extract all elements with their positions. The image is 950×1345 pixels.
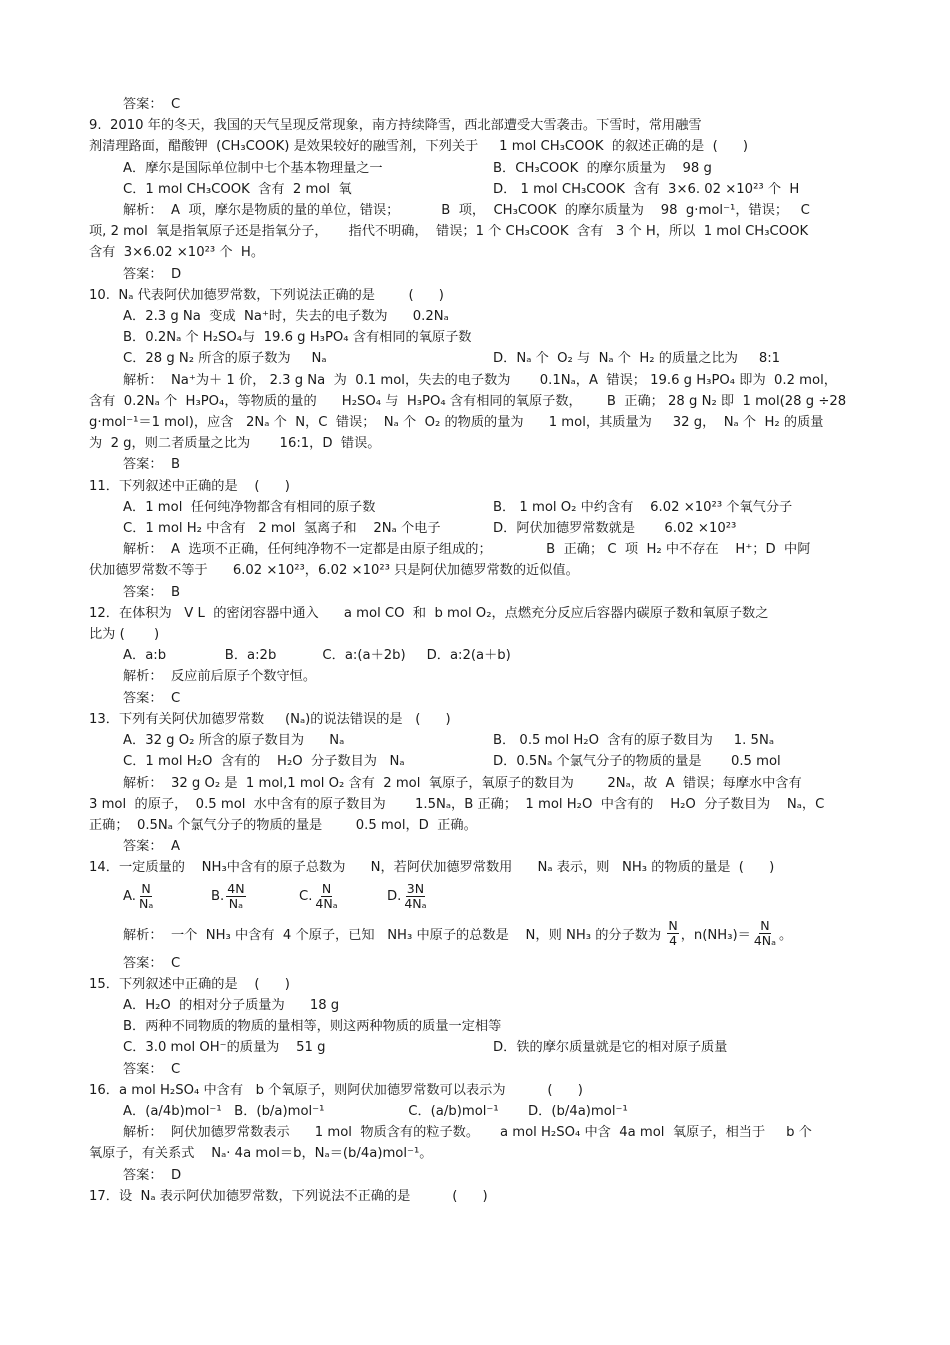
q14-option-b: B. $\frac{4N}{\text{Nₐ}}$ bbox=[211, 881, 245, 912]
text-line: A．(a/4b)mol⁻¹ B．(b/a)mol⁻¹ C．(a/b)mol⁻¹ D．(b/4a)mol⁻¹ bbox=[123, 1103, 628, 1119]
text-line: 解析： A 选项不正确，任何纯净物不一定都是由原子组成的； B 正确； C 项 H₂ 中不存在 H⁺；D 中阿 bbox=[123, 542, 811, 558]
text-line: 答案： C bbox=[123, 1061, 181, 1077]
text-line: A．H₂O 的相对分子质量为 18 g bbox=[123, 997, 340, 1013]
text-line: 17．设 Nₐ 表示阿伏加德罗常数，下列说法不正确的是 ( ) bbox=[89, 1188, 488, 1204]
text-line: 比为 ( ) bbox=[89, 627, 160, 643]
text-line: 答案： B bbox=[123, 584, 180, 600]
text-line: B．0.2Nₐ 个 H₂SO₄与 19.6 g H₃PO₄ 含有相同的氧原子数 bbox=[123, 330, 472, 346]
option-left: A．32 g O₂ 所含的原子数目为 Nₐ bbox=[123, 733, 345, 749]
text-line: A．2.3 g Na 变成 Na⁺时，失去的电子数为 0.2Nₐ bbox=[123, 309, 449, 325]
text-line: 项, 2 mol 氧是指氧原子还是指氧分子， 指代不明确， 错误；1 个 CH₃COOK 含有 3 个 H，所以 1 mol CH₃COOK bbox=[89, 224, 809, 240]
option-right: D． 1 mol CH₃COOK 含有 3×6. 02 ×10²³ 个 H bbox=[493, 181, 800, 197]
text-line: B．两种不同物质的物质的量相等，则这两种物质的质量一定相等 bbox=[123, 1019, 502, 1035]
option-left: C．1 mol H₂O 含有的 H₂O 分子数目为 Nₐ bbox=[123, 754, 405, 770]
text-line: 解析： 32 g O₂ 是 1 mol,1 mol O₂ 含有 2 mol 氧原子，氧原子的数目为 2Nₐ，故 A 错误；每摩水中含有 bbox=[123, 775, 802, 791]
text-line: 14．一定质量的 NH₃中含有的原子总数为 N，若阿伏加德罗常数用 Nₐ 表示，则 NH₃ 的物质的量是 ( ) bbox=[89, 860, 775, 876]
text-line: 10. Nₐ 代表阿伏加德罗常数，下列说法正确的是 ( ) bbox=[89, 287, 444, 303]
option-right: D．0.5Nₐ 个氯气分子的物质的量是 0.5 mol bbox=[493, 754, 781, 770]
option-right: B． 0.5 mol H₂O 含有的原子数目为 1. 5Nₐ bbox=[493, 733, 774, 749]
text-line: 15．下列叙述中正确的是 ( ) bbox=[89, 976, 290, 992]
text-line: 答案： D bbox=[123, 1167, 182, 1183]
option-right: B． 1 mol O₂ 中约含有 6.02 ×10²³ 个氧气分子 bbox=[493, 499, 793, 515]
text-line: 13．下列有关阿伏加德罗常数 (Nₐ)的说法错误的是 ( ) bbox=[89, 711, 451, 727]
text-line: 为 2 g，则二者质量之比为 16:1，D 错误。 bbox=[89, 436, 381, 452]
option-left: C．1 mol H₂ 中含有 2 mol 氢离子和 2Nₐ 个电子 bbox=[123, 521, 441, 537]
text-line: 解析： Na⁺为＋ 1 价， 2.3 g Na 为 0.1 mol，失去的电子数为 0.1Nₐ，A 错误； 19.6 g H₃PO₄ 即为 0.2 mol， bbox=[123, 372, 837, 388]
text-line: 正确； 0.5Nₐ 个氯气分子的物质的量是 0.5 mol，D 正确。 bbox=[89, 817, 477, 833]
text-line: 答案： D bbox=[123, 266, 182, 282]
text-line: 12．在体积为 V L 的密闭容器中通入 a mol CO 和 b mol O₂，点燃充分反应后容器内碳原子数和氧原子数之 bbox=[89, 605, 769, 621]
text-line: 3 mol 的原子， 0.5 mol 水中含有的原子数目为 1.5Nₐ，B 正确； 1 mol H₂O 中含有的 H₂O 分子数目为 Nₐ，C bbox=[89, 796, 825, 812]
option-row bbox=[89, 348, 870, 369]
q14-solution: 解析： 一个 NH₃ 中含有 4 个原子，已知 NH₃ 中原子的总数是 N，则 NH₃ 的分子数为 $\frac{N}{4}$ ，n(NH₃)＝ $\frac{N}{\text{4Nₐ}}$ 。 bbox=[123, 918, 793, 949]
option-row bbox=[89, 497, 870, 518]
q14-option-a: A. $\frac{N}{\text{Nₐ}}$ bbox=[123, 881, 154, 912]
option-right: D．Nₐ 个 O₂ 与 Nₐ 个 H₂ 的质量之比为 8:1 bbox=[493, 351, 781, 367]
q14-option-d: D. $\frac{3N}{\text{4Nₐ}}$ bbox=[387, 881, 427, 912]
option-right: D．阿伏加德罗常数就是 6.02 ×10²³ bbox=[493, 521, 737, 537]
text-line: 9. 2010 年的冬天，我国的天气呈现反常现象，南方持续降雪，西北部遭受大雪袭击。下雪时，常用融雪 bbox=[89, 118, 702, 134]
text-line: 答案： A bbox=[123, 839, 180, 855]
text-line: 答案： C bbox=[123, 690, 181, 706]
text-block-questions-15-17 bbox=[89, 974, 870, 1207]
option-left: C．28 g N₂ 所含的原子数为 Nₐ bbox=[123, 351, 327, 367]
text-line: 伏加德罗常数不等于 6.02 ×10²³，6.02 ×10²³ 只是阿伏加德罗常数的近似值。 bbox=[89, 563, 579, 579]
q14-answer: 答案： C bbox=[123, 955, 181, 971]
text-line: 16．a mol H₂SO₄ 中含有 b 个氧原子，则阿伏加德罗常数可以表示为 ( ) bbox=[89, 1082, 583, 1098]
text-line: 答案： B bbox=[123, 457, 180, 473]
text-line: 解析： 阿伏加德罗常数表示 1 mol 物质含有的粒子数。 a mol H₂SO₄ 中含 4a mol 氧原子，相当于 b 个 bbox=[123, 1125, 812, 1141]
text-line: 剂清理路面，醋酸钾 (CH₃COOK) 是效果较好的融雪剂，下列关于 1 mol CH₃COOK 的叙述正确的是 ( ) bbox=[89, 139, 749, 155]
text-line: 答案： C bbox=[123, 97, 181, 112]
text-line: 解析： 反应前后原子个数守恒。 bbox=[123, 669, 317, 685]
option-row bbox=[89, 158, 870, 179]
q14-fraction-1: $\frac{N}{4}$ bbox=[668, 918, 678, 949]
option-right: B．CH₃COOK 的摩尔质量为 98 g bbox=[493, 160, 712, 176]
option-left: A．1 mol 任何纯净物都含有相同的原子数 bbox=[123, 499, 376, 515]
option-row bbox=[89, 1037, 870, 1058]
q14-options-row bbox=[89, 879, 870, 915]
q14-option-c: C. $\frac{N}{\text{4Nₐ}}$ bbox=[299, 881, 338, 912]
option-row bbox=[89, 751, 870, 772]
text-line: 氧原子，有关系式 Nₐ· 4a mol＝b，Nₐ＝(b/4a)mol⁻¹。 bbox=[89, 1146, 433, 1162]
q14-fraction-2: $\frac{N}{\text{4Nₐ}}$ bbox=[753, 918, 777, 949]
text-line: g·mol⁻¹＝1 mol)，应含 2Nₐ 个 N，C 错误； Nₐ 个 O₂ 的物质的量为 1 mol，其质量为 32 g， Nₐ 个 H₂ 的质量 bbox=[89, 415, 824, 431]
option-right: D．铁的摩尔质量就是它的相对原子质量 bbox=[493, 1040, 728, 1056]
text-line: 11．下列叙述中正确的是 ( ) bbox=[89, 478, 290, 494]
text-line: 解析： A 项，摩尔是物质的量的单位，错误； B 项， CH₃COOK 的摩尔质量为 98 g·mol⁻¹，错误； C bbox=[123, 203, 810, 219]
text-line: 含有 0.2Nₐ 个 H₃PO₄，等物质的量的 H₂SO₄ 与 H₃PO₄ 含有相同的氧原子数， B 正确； 28 g N₂ 即 1 mol(28 g ÷28 bbox=[89, 393, 847, 409]
option-row bbox=[89, 179, 870, 200]
option-row bbox=[89, 518, 870, 539]
option-left: A．摩尔是国际单位制中七个基本物理量之一 bbox=[123, 160, 383, 176]
option-left: C．1 mol CH₃COOK 含有 2 mol 氧 bbox=[123, 181, 352, 197]
text-line: A．a:b B．a:2b C．a:(a＋2b) D．a:2(a＋b) bbox=[123, 648, 511, 664]
option-row bbox=[89, 730, 870, 751]
text-line: 含有 3×6.02 ×10²³ 个 H。 bbox=[89, 245, 265, 261]
text-block-questions-9-14 bbox=[89, 94, 870, 879]
option-left: C．3.0 mol OH⁻的质量为 51 g bbox=[123, 1040, 326, 1056]
